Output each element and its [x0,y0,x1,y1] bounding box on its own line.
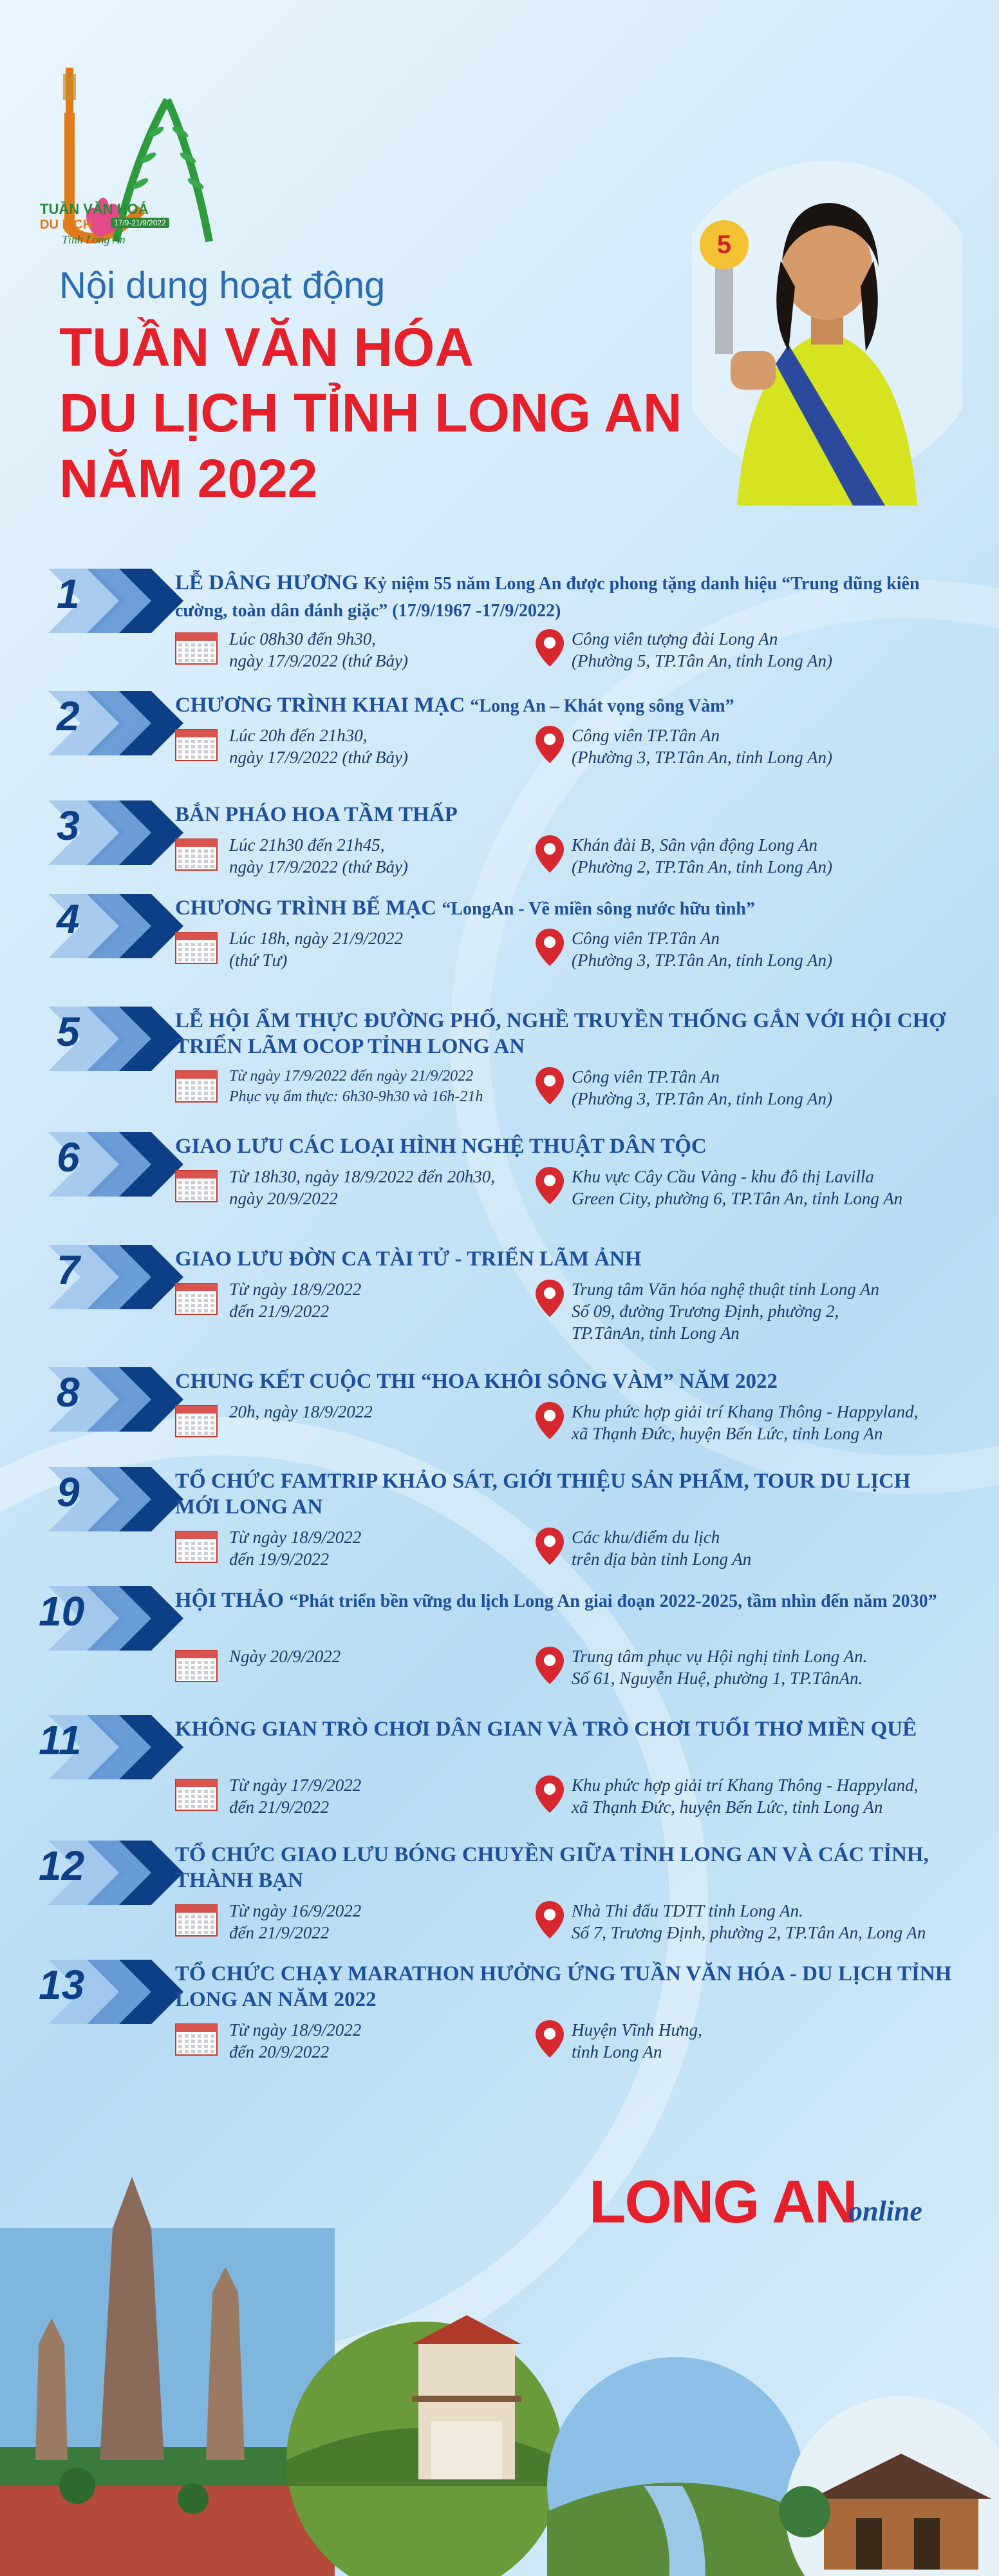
event-time [229,1401,512,1423]
event-location-line: (Phường 3, TP.Tân An, tỉnh Long An) [572,748,832,767]
event-location [572,1774,977,1818]
event-time [229,724,512,768]
event-heading [175,570,960,624]
main-title [59,314,682,511]
event-time-line: Từ ngày 18/9/2022 [229,2020,362,2040]
ambassador-portrait [692,138,962,506]
event-location-line: Công viên tượng đài Long An [572,629,778,649]
event-number: 3 [57,802,80,849]
event-time-line: Lúc 21h30 đến 21h45, [229,835,385,855]
event-time-line: Từ ngày 18/9/2022 [229,1280,362,1299]
event-heading [175,692,960,719]
logo-line-3: Tỉnh Long An [62,233,126,246]
event-location-line: Số 09, đường Trương Định, phường 2, [572,1302,839,1321]
event-heading [175,1133,960,1159]
event-heading [175,1842,960,1893]
event-location-line: Khu vực Cây Cầu Vàng - khu đô thị Lavilla [572,1167,874,1186]
event-location [572,1526,977,1570]
event-time [229,1066,512,1107]
calendar-icon [175,1280,218,1316]
event-time-line: ngày 17/9/2022 (thứ Bảy) [229,857,408,876]
event-title: CHUNG KẾT CUỘC THI “HOA KHÔI SÔNG VÀM” NĂM 2022 [175,1370,778,1393]
event-location-line: xã Thạnh Đức, huyện Bến Lức, tỉnh Long An [572,1797,883,1817]
event-number: 5 [57,1009,80,1055]
event-title: TỔ CHỨC GIAO LƯU BÓNG CHUYỀN GIỮA TỈNH LONG AN VÀ CÁC TỈNH, THÀNH BẠN [175,1843,929,1892]
event-location-line: Khu phức hợp giải trí Khang Thông - Happyland, [572,1402,919,1421]
event-number: 2 [57,693,80,739]
event-heading [175,1961,960,2012]
location-pin-icon [534,1774,565,1814]
event-heading [175,1246,960,1272]
event-location-line: Huyện Vĩnh Hưng, [572,2020,702,2040]
event-location-line: Trung tâm Văn hóa nghệ thuật tỉnh Long An [572,1280,880,1299]
event-title: GIAO LƯU ĐỜN CA TÀI TỬ - TRIỂN LÃM ẢNH [175,1247,642,1271]
event-number: 4 [57,896,80,942]
event-heading [175,1008,960,1059]
event-number: 7 [57,1247,80,1293]
event-number: 6 [57,1134,80,1180]
event-location [572,2019,977,2063]
event-number: 1 [57,571,80,617]
event-location [572,927,977,971]
event-location-line: Công viên TP.Tân An [572,929,720,948]
svg-text:5: 5 [716,231,732,259]
calendar-icon [175,1901,218,1937]
event-title: CHƯƠNG TRÌNH BẾ MẠC [175,896,437,920]
logo-line-2: DU LỊCH [40,218,93,232]
logo-date-badge: 17/9-21/9/2022 [111,218,169,228]
event-time [229,1526,512,1570]
event-title: LỄ HỘI ẨM THỰC ĐƯỜNG PHỐ, NGHỀ TRUYỀN THỐNG GẮN VỚI HỘI CHỢ TRIỂN LÃM OCOP TỈNH LONG AN [175,1009,946,1058]
event-location-line: (Phường 2, TP.Tân An, tỉnh Long An) [572,857,832,876]
event-location-line: Các khu/điểm du lịch [572,1528,720,1547]
event-location-line: Khán đài B, Sân vận động Long An [572,835,818,855]
event-location [572,1645,977,1689]
location-pin-icon [534,1278,565,1318]
event-heading [175,1368,960,1394]
event-time-line: Từ ngày 16/9/2022 [229,1901,362,1920]
main-title-line-3: NĂM 2022 [59,448,318,509]
calendar-icon [175,1167,218,1203]
calendar-icon [175,929,218,965]
event-location-line: Green City, phường 6, TP.Tân An, tỉnh Long An [572,1189,903,1208]
event-number: 9 [57,1469,80,1515]
event-heading [175,1587,960,1615]
event-subtitle: “Long An – Khát vọng sông Vàm” [470,696,734,716]
event-subtitle: “LongAn - Về miền sông nước hữu tình” [442,899,755,919]
event-title: GIAO LƯU CÁC LOẠI HÌNH NGHỆ THUẬT DÂN TỘC [175,1135,707,1158]
event-time-line: Từ ngày 17/9/2022 [229,1776,362,1795]
river-wetland-photo [547,2357,805,2576]
event-time-line: đến 19/9/2022 [229,1549,330,1569]
main-title-line-2: DU LỊCH TỈNH LONG AN [59,383,682,443]
event-number: 10 [39,1588,85,1634]
event-time [229,1774,512,1818]
event-title: HỘI THẢO [175,1589,285,1612]
event-location [572,1401,977,1444]
calendar-icon [175,1067,218,1103]
event-time [229,628,512,672]
event-title: CHƯƠNG TRÌNH KHAI MẠC [175,694,465,717]
event-time-line: đến 21/9/2022 [229,1797,330,1817]
event-number: 13 [39,1962,85,2008]
event-location-line: Số 7, Trương Định, phường 2, TP.Tân An, Long An [572,1923,926,1942]
event-time-line: đến 21/9/2022 [229,1923,330,1942]
location-pin-icon [534,1526,565,1566]
event-number: 8 [57,1369,80,1416]
event-location-line: xã Thạnh Đức, huyện Bến Lức, tỉnh Long An [572,1424,883,1443]
event-time [229,834,512,878]
event-location [572,724,977,768]
calendar-icon [175,2020,218,2056]
calendar-icon [175,1402,218,1438]
event-heading [175,1716,960,1742]
event-location-line: Công viên TP.Tân An [572,726,720,745]
location-pin-icon [534,927,565,967]
event-number: 12 [39,1842,85,1889]
event-location-line: Số 61, Nguyễn Huệ, phường 1, TP.TânAn. [572,1669,863,1688]
event-location [572,834,977,878]
event-time-line: Từ ngày 18/9/2022 [229,1528,362,1547]
location-pin-icon [534,724,565,764]
calendar-icon [175,726,218,762]
event-time-line: ngày 20/9/2022 [229,1189,338,1208]
calendar-icon [175,629,218,665]
event-time-line: Lúc 18h, ngày 21/9/2022 [229,929,403,948]
brand-logo: LONG AN [589,2168,857,2235]
location-pin-icon [534,2019,565,2059]
event-title: LỄ DÂNG HƯƠNG [175,571,359,594]
event-time-line: đến 20/9/2022 [229,2042,330,2061]
location-pin-icon [534,1166,565,1206]
event-time-line: 20h, ngày 18/9/2022 [229,1402,373,1421]
event-time-line: ngày 17/9/2022 (thứ Bảy) [229,748,408,767]
event-number: 11 [39,1717,82,1763]
title-intro: Nội dung hoạt động [59,265,386,307]
event-location-line: (Phường 3, TP.Tân An, tỉnh Long An) [572,951,832,970]
location-pin-icon [534,1900,565,1940]
event-title: KHÔNG GIAN TRÒ CHƠI DÂN GIAN VÀ TRÒ CHƠI TUỔI THƠ MIỀN QUÊ [175,1718,917,1741]
event-time-line: (thứ Tư) [229,951,288,970]
event-time-line: Lúc 08h30 đến 9h30, [229,629,376,649]
calendar-icon [175,1647,218,1683]
location-pin-icon [534,1066,565,1106]
event-location [572,628,977,672]
event-location-line: (Phường 5, TP.Tân An, tỉnh Long An) [572,651,832,670]
location-pin-icon [534,1645,565,1685]
main-title-line-1: TUẦN VĂN HÓA [59,317,474,377]
event-time-line: Phục vụ ẩm thực: 6h30-9h30 và 16h-21h [229,1088,483,1105]
calendar-icon [175,835,218,871]
event-time-line: đến 21/9/2022 [229,1302,330,1321]
event-location-line: TP.TânAn, tỉnh Long An [572,1323,740,1343]
event-location-line: Nhà Thi đấu TDTT tỉnh Long An. [572,1901,803,1920]
brand-logo-suffix: online [848,2195,922,2227]
event-subtitle: “Phát triển bền vững du lịch Long An giai đoạn 2022-2025, tầm nhìn đến năm 2030” [289,1591,937,1611]
event-heading [175,802,960,828]
logo-line-1: TUẦN VĂN HOÁ [40,201,149,217]
event-location [572,1278,977,1344]
event-location-line: Khu phức hợp giải trí Khang Thông - Happyland, [572,1776,919,1795]
event-time-line: Từ 18h30, ngày 18/9/2022 đến 20h30, [229,1167,495,1186]
event-time [229,927,512,971]
event-time-line: Từ ngày 17/9/2022 đến ngày 21/9/2022 [229,1068,474,1084]
photo-collage [0,2151,999,2576]
event-time [229,1166,512,1209]
event-heading [175,1468,960,1520]
location-pin-icon [534,628,565,668]
event-location [572,1166,977,1209]
event-location-line: Công viên TP.Tân An [572,1067,720,1086]
heritage-house-photo [779,2396,999,2576]
event-subtitle: Kỷ niệm 55 năm Long An được phong tặng danh hiệu “Trung dũng kiên cường, toàn dân đánh giặc” (17/9/1967 -17/9/2022) [175,574,920,621]
event-title: BẮN PHÁO HOA TẦM THẤP [175,803,458,826]
event-location [572,1900,977,1944]
event-time [229,1278,512,1322]
event-location-line: (Phường 3, TP.Tân An, tỉnh Long An) [572,1089,832,1108]
event-logo [58,61,225,293]
event-time-line: Lúc 20h đến 21h30, [229,726,368,745]
event-time [229,1645,512,1667]
event-time-line: ngày 17/9/2022 (thứ Bảy) [229,651,408,670]
calendar-icon [175,1776,218,1812]
monument-photo [0,2177,335,2576]
event-title: TỔ CHỨC FAMTRIP KHẢO SÁT, GIỚI THIỆU SẢN PHẨM, TOUR DU LỊCH MỚI LONG AN [175,1470,911,1519]
event-title: TỔ CHỨC CHẠY MARATHON HƯỞNG ỨNG TUẦN VĂN HÓA - DU LỊCH TỈNH LONG AN NĂM 2022 [175,1962,952,2011]
event-time-line: Ngày 20/9/2022 [229,1647,341,1666]
location-pin-icon [534,1401,565,1441]
event-location-line: Trung tâm phục vụ Hội nghị tỉnh Long An. [572,1647,868,1666]
location-pin-icon [534,834,565,874]
event-time [229,2019,512,2063]
calendar-icon [175,1528,218,1564]
event-location-line: trên địa bàn tỉnh Long An [572,1549,752,1569]
event-time [229,1900,512,1944]
event-location [572,1066,977,1110]
event-heading [175,895,960,922]
event-location-line: tỉnh Long An [572,2042,662,2061]
